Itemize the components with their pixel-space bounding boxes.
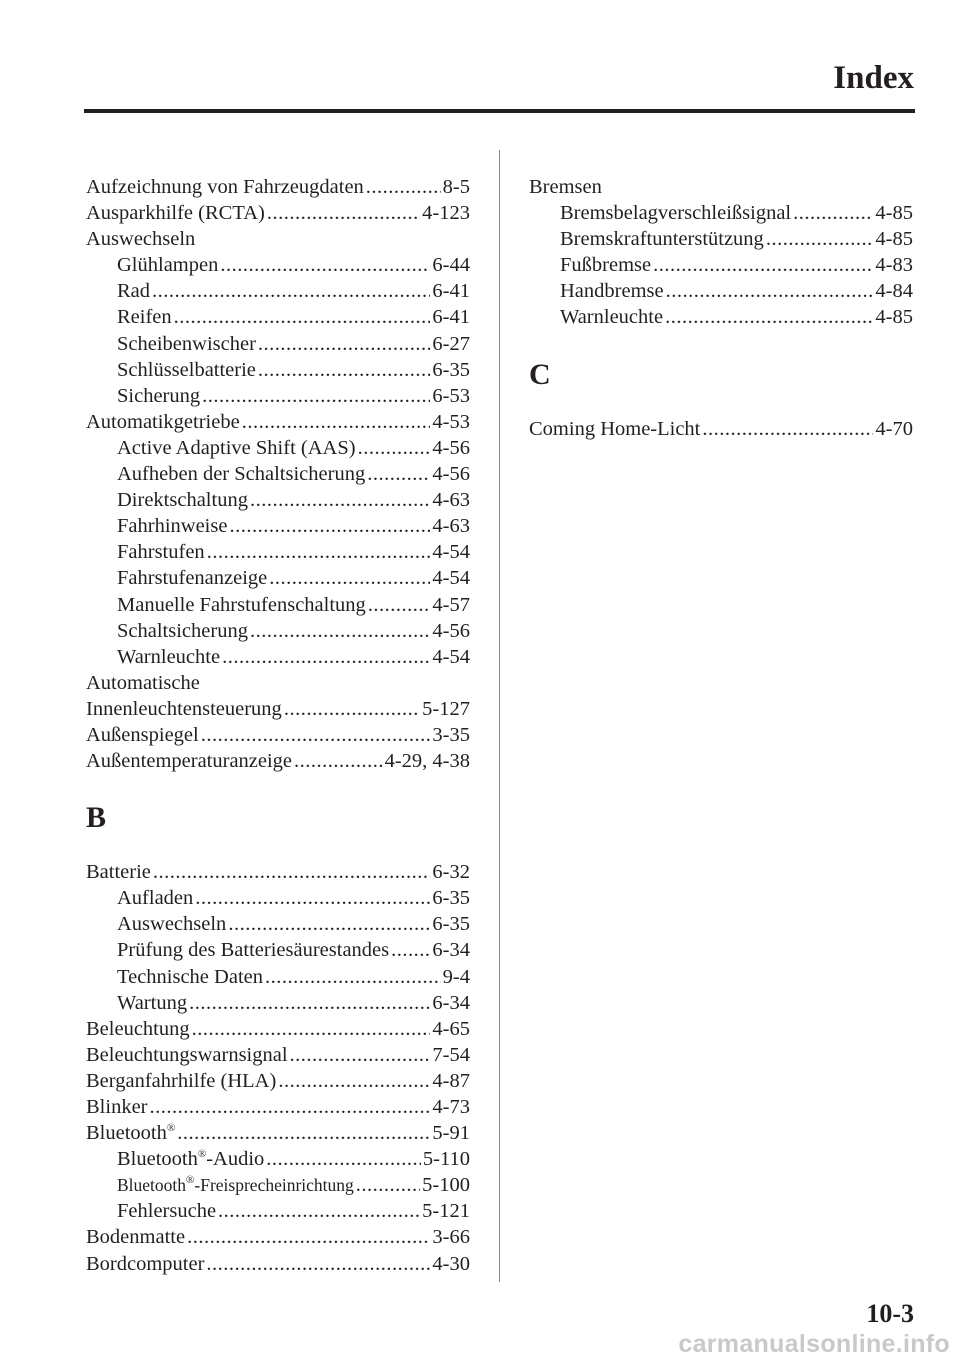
index-entry: Außenspiegel ..... 3-35 [86, 722, 470, 748]
index-entry: Auswechseln [86, 228, 196, 251]
index-subentry: Glühlampen ..... 6-44 [86, 252, 470, 278]
index-entry: Blinker ..... 4-73 [86, 1094, 470, 1120]
index-entry: Bremsen [529, 176, 602, 198]
index-subentry: Aufheben der Schaltsicherung ..... 4-56 [86, 461, 470, 487]
index-entry: Bordcomputer ..... 4-30 [86, 1251, 470, 1277]
index-entry: Coming Home-Licht ..... 4-70 [529, 416, 913, 442]
index-subentry: Reifen ..... 6-41 [86, 304, 470, 330]
section-letter-b: B [86, 801, 107, 835]
index-subentry: Fahrstufenanzeige ..... 4-54 [86, 565, 470, 591]
index-entry: Ausparkhilfe (RCTA) ..... 4-123 [86, 200, 470, 226]
index-subentry: Auswechseln ..... 6-35 [86, 911, 470, 937]
index-column-right [529, 174, 913, 442]
index-entry: Berganfahrhilfe (HLA) ..... 4-87 [86, 1068, 470, 1094]
index-column-left [86, 174, 470, 1277]
index-subentry: Manuelle Fahrstufenschaltung ..... 4-57 [86, 592, 470, 618]
index-subentry: Sicherung ..... 6-53 [86, 383, 470, 409]
index-entry: Bluetooth® ..... 5-91 [86, 1120, 470, 1146]
index-entry: Aufzeichnung von Fahrzeugdaten ..... 8-5 [86, 174, 470, 200]
section-letter-c: C [529, 357, 551, 391]
index-entry: Außentemperaturanzeige ..... 4-29, 4-38 [86, 748, 470, 774]
index-subentry: Fahrhinweise ..... 4-63 [86, 513, 470, 539]
index-subentry: Warnleuchte ..... 4-54 [86, 644, 470, 670]
index-subentry: Fehlersuche ..... 5-121 [86, 1198, 470, 1224]
index-subentry: Schaltsicherung ..... 4-56 [86, 618, 470, 644]
index-subentry: Bluetooth®-Freisprecheinrichtung ..... 5-100 [86, 1172, 470, 1198]
index-subentry: Schlüsselbatterie ..... 6-35 [86, 357, 470, 383]
index-subentry: Handbremse ..... 4-84 [529, 278, 913, 304]
index-subentry: Active Adaptive Shift (AAS) ..... 4-56 [86, 435, 470, 461]
header-rule [84, 109, 915, 113]
index-entry: Automatische [86, 671, 200, 694]
index-subentry: Fußbremse ..... 4-83 [529, 252, 913, 278]
index-subentry: Bremsbelagverschleißsignal ..... 4-85 [529, 200, 913, 226]
index-subentry: Aufladen ..... 6-35 [86, 885, 470, 911]
index-entry: Bodenmatte ..... 3-66 [86, 1224, 470, 1250]
index-subentry: Warnleuchte ..... 4-85 [529, 304, 913, 330]
index-subentry: Fahrstufen ..... 4-54 [86, 539, 470, 565]
index-entry: Beleuchtungswarnsignal ..... 7-54 [86, 1042, 470, 1068]
page-number: 10-3 [866, 1299, 914, 1328]
index-subentry: Wartung ..... 6-34 [86, 990, 470, 1016]
index-subentry: Rad ..... 6-41 [86, 278, 470, 304]
column-divider [499, 150, 500, 1282]
index-subentry: Scheibenwischer ..... 6-27 [86, 331, 470, 357]
index-subentry: Bremskraftunterstützung ..... 4-85 [529, 226, 913, 252]
index-entry: Innenleuchtensteuerung ..... 5-127 [86, 696, 470, 722]
index-subentry: Direktschaltung ..... 4-63 [86, 487, 470, 513]
index-subentry: Prüfung des Batteriesäurestandes ..... 6-34 [86, 937, 470, 963]
index-entry: Batterie ..... 6-32 [86, 859, 470, 885]
index-subentry: Bluetooth®-Audio ..... 5-110 [86, 1146, 470, 1172]
index-subentry: Technische Daten ..... 9-4 [86, 964, 470, 990]
watermark: carmanualsonline.info [678, 1330, 950, 1358]
index-entry: Automatikgetriebe ..... 4-53 [86, 409, 470, 435]
index-entry: Beleuchtung ..... 4-65 [86, 1016, 470, 1042]
page-title: Index [833, 60, 914, 96]
